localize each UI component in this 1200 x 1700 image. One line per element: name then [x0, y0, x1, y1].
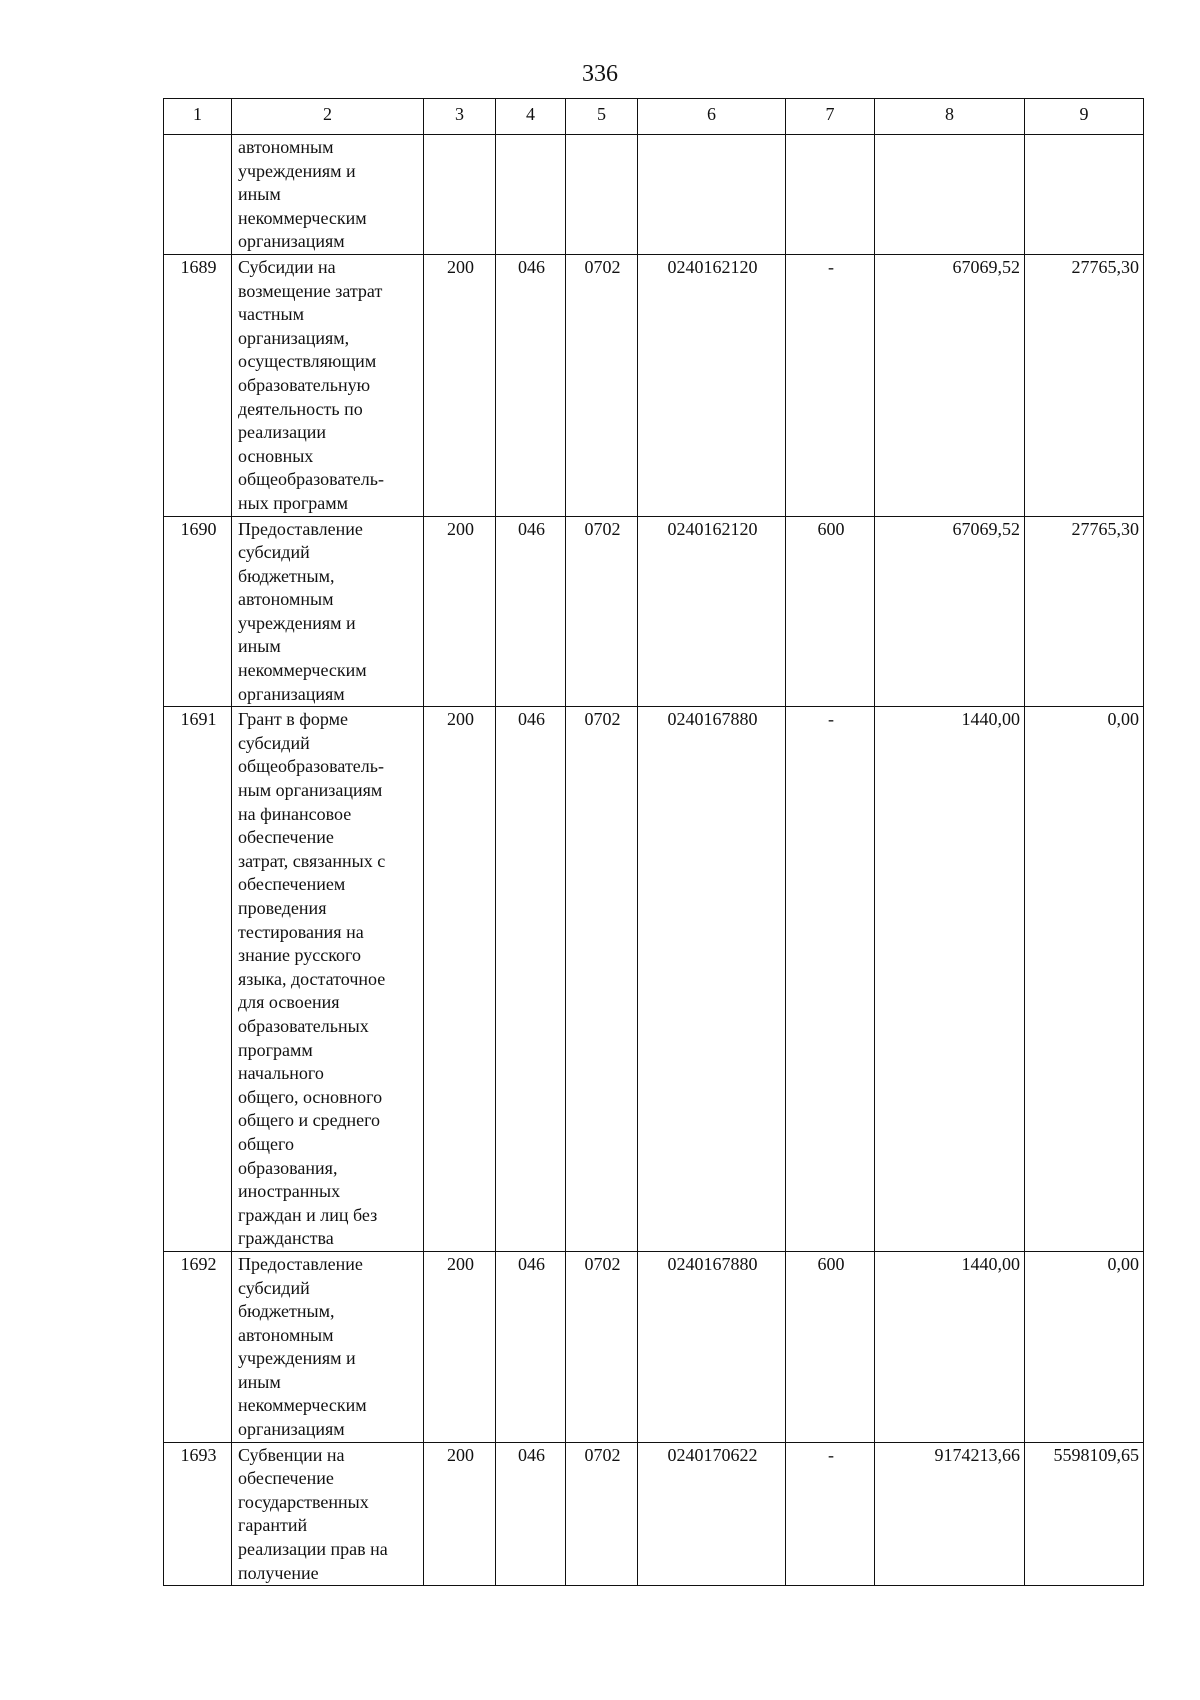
- description-line: гражданства: [238, 1228, 334, 1249]
- row-column-3: [424, 135, 496, 255]
- description-line: затрат, связанных с: [238, 850, 386, 871]
- row-number: [164, 135, 232, 255]
- row-column-3: 200: [424, 1442, 496, 1586]
- row-column-5: 0702: [566, 516, 638, 707]
- row-column-4: 046: [496, 254, 566, 516]
- column-header: 8: [875, 99, 1025, 135]
- description-line: общего и среднего: [238, 1110, 381, 1131]
- description-line: на финансовое: [238, 803, 352, 824]
- description-line: осуществляющим: [238, 351, 377, 372]
- description-line: субсидий: [238, 1277, 310, 1298]
- description-line: учреждениям и: [238, 1348, 356, 1369]
- description-line: деятельность по: [238, 398, 363, 419]
- row-column-4: 046: [496, 516, 566, 707]
- description-line: проведения: [238, 898, 327, 918]
- table-row: [164, 516, 1144, 707]
- description-line: обеспечение: [238, 1468, 334, 1489]
- row-column-7: 600: [786, 516, 875, 707]
- row-column-7: -: [786, 707, 875, 1252]
- description-line: некоммерческим: [238, 1395, 367, 1416]
- row-column-5: 0702: [566, 254, 638, 516]
- description-line: общеобразователь-: [238, 756, 384, 777]
- row-column-3: 200: [424, 254, 496, 516]
- row-column-9: [1025, 135, 1144, 255]
- description-line: иным: [238, 1371, 281, 1392]
- column-header: 9: [1025, 99, 1144, 135]
- description-line: Субсидии на: [238, 256, 336, 277]
- table-body: [164, 135, 1144, 1586]
- row-column-7: -: [786, 254, 875, 516]
- description-line: автономным: [238, 1324, 334, 1345]
- budget-table: [163, 98, 1144, 1586]
- row-number: 1693: [164, 1442, 232, 1586]
- row-column-8: 67069,52: [875, 516, 1025, 707]
- table-row: [164, 1442, 1144, 1586]
- row-column-9: 0,00: [1025, 1251, 1144, 1442]
- description-line: бюджетным,: [238, 1301, 335, 1322]
- row-column-6: 0240162120: [638, 516, 786, 707]
- row-column-9: 5598109,65: [1025, 1442, 1144, 1586]
- description-line: иным: [238, 636, 281, 657]
- description-line: организациям: [238, 1419, 345, 1440]
- row-column-9: 27765,30: [1025, 254, 1144, 516]
- description-line: бюджетным,: [238, 565, 335, 586]
- row-column-5: 0702: [566, 1442, 638, 1586]
- row-column-5: 0702: [566, 1251, 638, 1442]
- table-row: [164, 254, 1144, 516]
- row-column-6: 0240167880: [638, 707, 786, 1252]
- description-line: реализации прав на: [238, 1539, 388, 1560]
- description-line: получение: [238, 1562, 319, 1583]
- column-header: 6: [638, 99, 786, 135]
- table-row: [164, 1251, 1144, 1442]
- description-line: иностранных: [238, 1181, 341, 1202]
- description-line: программ: [238, 1039, 313, 1060]
- table-row: [164, 135, 1144, 255]
- row-number: 1690: [164, 516, 232, 707]
- description-line: Грант в форме: [238, 709, 349, 730]
- description-line: Субвенции на: [238, 1444, 345, 1465]
- table-row: [164, 707, 1144, 1252]
- description-line: организациям: [238, 231, 345, 252]
- row-column-7: -: [786, 1442, 875, 1586]
- row-column-6: 0240170622: [638, 1442, 786, 1586]
- description-line: реализации: [238, 422, 326, 443]
- description-line: обеспечение: [238, 827, 334, 848]
- description-line: возмещение затрат: [238, 280, 383, 301]
- column-header: 7: [786, 99, 875, 135]
- column-header: 4: [496, 99, 566, 135]
- description-line: автономным: [238, 589, 334, 610]
- description-line: языка, достаточное: [238, 968, 386, 989]
- description-line: общего: [238, 1133, 294, 1154]
- row-column-3: 200: [424, 516, 496, 707]
- row-column-4: [496, 135, 566, 255]
- row-description: [232, 135, 424, 255]
- column-header: 1: [164, 99, 232, 135]
- description-line: некоммерческим: [238, 207, 367, 228]
- row-column-5: [566, 135, 638, 255]
- row-column-6: 0240167880: [638, 1251, 786, 1442]
- row-column-4: 046: [496, 1442, 566, 1586]
- description-line: для освоения: [238, 992, 340, 1013]
- row-column-8: 9174213,66: [875, 1442, 1025, 1586]
- row-column-8: 1440,00: [875, 707, 1025, 1252]
- description-line: гарантий: [238, 1515, 308, 1536]
- description-line: обеспечением: [238, 874, 346, 895]
- row-column-4: 046: [496, 707, 566, 1252]
- row-column-7: 600: [786, 1251, 875, 1442]
- column-header: 2: [232, 99, 424, 135]
- row-description: [232, 254, 424, 516]
- row-column-4: 046: [496, 1251, 566, 1442]
- description-line: частным: [238, 304, 305, 325]
- description-line: ных программ: [238, 492, 349, 513]
- description-line: ным организациям: [238, 780, 383, 801]
- page-number: 336: [582, 61, 618, 87]
- description-line: организациям: [238, 683, 345, 704]
- row-column-8: 1440,00: [875, 1251, 1025, 1442]
- description-line: тестирования на: [238, 921, 364, 942]
- description-line: иным: [238, 184, 281, 205]
- row-column-9: 0,00: [1025, 707, 1144, 1252]
- table-header-row: [164, 99, 1144, 135]
- description-line: организациям,: [238, 327, 350, 348]
- row-column-9: 27765,30: [1025, 516, 1144, 707]
- description-line: государственных: [238, 1491, 369, 1512]
- description-line: знание русского: [238, 945, 361, 966]
- description-line: учреждениям и: [238, 612, 356, 633]
- description-line: автономным: [238, 137, 334, 157]
- row-description: [232, 1442, 424, 1586]
- row-column-7: [786, 135, 875, 255]
- column-header: 3: [424, 99, 496, 135]
- row-description: [232, 1251, 424, 1442]
- description-line: субсидий: [238, 732, 310, 753]
- description-line: субсидий: [238, 542, 310, 563]
- row-number: 1689: [164, 254, 232, 516]
- description-line: образовательную: [238, 374, 371, 395]
- description-line: начального: [238, 1063, 324, 1084]
- description-line: общеобразователь-: [238, 469, 384, 490]
- row-column-6: [638, 135, 786, 255]
- row-column-8: 67069,52: [875, 254, 1025, 516]
- row-description: [232, 707, 424, 1252]
- row-description: [232, 516, 424, 707]
- description-line: некоммерческим: [238, 660, 367, 681]
- row-number: 1692: [164, 1251, 232, 1442]
- row-column-3: 200: [424, 707, 496, 1252]
- description-line: образования,: [238, 1157, 338, 1178]
- row-number: 1691: [164, 707, 232, 1252]
- column-header: 5: [566, 99, 638, 135]
- description-line: Предоставление: [238, 1253, 363, 1274]
- description-line: учреждениям и: [238, 160, 356, 181]
- row-column-5: 0702: [566, 707, 638, 1252]
- description-line: общего, основного: [238, 1086, 383, 1107]
- row-column-8: [875, 135, 1025, 255]
- description-line: Предоставление: [238, 518, 363, 539]
- row-column-6: 0240162120: [638, 254, 786, 516]
- description-line: основных: [238, 445, 314, 466]
- description-line: граждан и лиц без: [238, 1204, 378, 1225]
- row-column-3: 200: [424, 1251, 496, 1442]
- description-line: образовательных: [238, 1015, 369, 1036]
